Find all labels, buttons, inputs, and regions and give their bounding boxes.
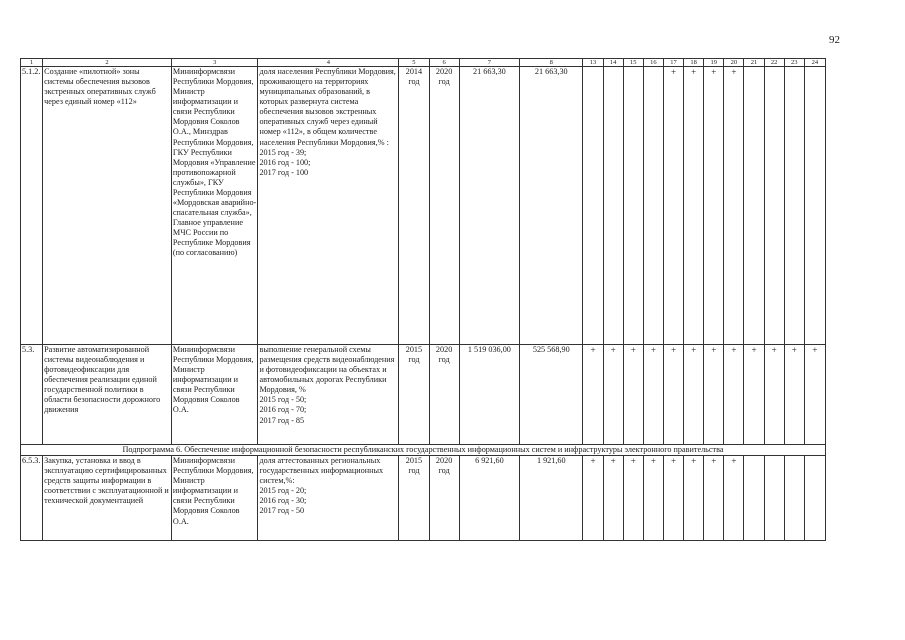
execution-mark: + xyxy=(663,345,683,445)
indicator-year-value: 2016 год - 30; xyxy=(259,496,307,506)
header-cell: 1 xyxy=(21,59,43,67)
indicator-year-value: 2016 год - 100; xyxy=(259,157,311,167)
header-cell: 20 xyxy=(724,59,744,67)
execution-mark: + xyxy=(663,67,683,345)
end-year: 2020 год xyxy=(429,345,459,445)
end-year: 2020 год xyxy=(429,456,459,541)
header-cell: 3 xyxy=(171,59,258,67)
indicator-year-value: 2015 год - 39; xyxy=(259,147,307,157)
execution-mark: + xyxy=(623,345,643,445)
execution-mark: + xyxy=(684,456,704,541)
executor: Мининформсвязи Республики Мордовия, Министр информатизации и связи Республики Мордовия Соколов О.А. xyxy=(171,345,258,445)
funding-total: 21 663,30 xyxy=(459,67,519,345)
program-row xyxy=(21,456,826,541)
start-year: 2015 год xyxy=(399,456,429,541)
execution-mark xyxy=(643,67,663,345)
end-year: 2020 год xyxy=(429,67,459,345)
execution-mark: + xyxy=(704,67,724,345)
execution-mark xyxy=(744,67,764,345)
header-cell: 8 xyxy=(520,59,583,67)
header-cell: 18 xyxy=(684,59,704,67)
execution-mark: + xyxy=(663,456,683,541)
subprogram-row xyxy=(21,445,826,456)
start-year: 2015 год xyxy=(399,345,429,445)
start-year: 2014 год xyxy=(399,67,429,345)
execution-mark: + xyxy=(784,345,804,445)
indicator-year-value: 2015 год - 20; xyxy=(259,486,307,496)
execution-mark: + xyxy=(643,456,663,541)
measure-name: Закупка, установка и ввод в эксплуатацию сертифицированных средств защиты информации в соответствии с эксплуатационной и технической документацией xyxy=(43,456,172,541)
execution-mark: + xyxy=(724,345,744,445)
execution-mark xyxy=(784,456,804,541)
header-cell: 5 xyxy=(399,59,429,67)
indicator-year-value: 2016 год - 70; xyxy=(259,405,307,415)
execution-mark: + xyxy=(603,456,623,541)
measure-name: Развитие автоматизированной системы видеонаблюдения и фотовидеофиксации для обеспечения реализации единой государственной политики в области безопасности дорожного движения xyxy=(43,345,172,445)
header-cell: 17 xyxy=(663,59,683,67)
indicator-year-value: 2017 год - 50 xyxy=(259,506,305,516)
indicator-year-value: 2017 год - 85 xyxy=(259,415,305,425)
subprogram-title: Подпрограмма 6. Обеспечение информационной безопасности республиканских государственных информационных систем и инфраструктуры электронного правительства xyxy=(21,445,826,456)
program-row xyxy=(21,345,826,445)
header-cell: 24 xyxy=(804,59,825,67)
header-cell: 14 xyxy=(603,59,623,67)
row-number: 6.5.3. xyxy=(21,456,43,541)
execution-mark: + xyxy=(643,345,663,445)
execution-mark xyxy=(804,67,825,345)
row-number: 5.1.2. xyxy=(21,67,43,345)
execution-mark: + xyxy=(583,456,603,541)
header-cell: 16 xyxy=(643,59,663,67)
indicator xyxy=(258,67,399,345)
execution-mark: + xyxy=(603,345,623,445)
execution-mark: + xyxy=(623,456,643,541)
header-cell: 7 xyxy=(459,59,519,67)
program-table xyxy=(20,58,826,541)
execution-mark xyxy=(764,456,784,541)
row-number: 5.3. xyxy=(21,345,43,445)
executor: Мининформсвязи Республики Мордовия, Министр информатизации и связи Республики Мордовия Соколов О.А. xyxy=(171,456,258,541)
indicator xyxy=(258,456,399,541)
program-row xyxy=(21,67,826,345)
execution-mark xyxy=(583,67,603,345)
header-cell: 22 xyxy=(764,59,784,67)
header-cell: 13 xyxy=(583,59,603,67)
execution-mark: + xyxy=(724,456,744,541)
indicator-year-value: 2015 год - 50; xyxy=(259,395,307,405)
header-cell: 6 xyxy=(429,59,459,67)
funding-total: 1 519 036,00 xyxy=(459,345,519,445)
indicator-text: выполнение генеральной схемы размещения средств видеонаблюдения и фотовидеофиксации на объектах и автомобильных дорогах Республики Мордовия, % xyxy=(259,345,395,395)
column-number-row xyxy=(21,59,826,67)
execution-mark xyxy=(804,456,825,541)
measure-name: Создание «пилотной» зоны системы обеспечения вызовов экстренных оперативных служб через единый номер «112» xyxy=(43,67,172,345)
funding-total: 6 921,60 xyxy=(459,456,519,541)
execution-mark xyxy=(603,67,623,345)
funding-col8: 1 921,60 xyxy=(520,456,583,541)
indicator-year-value: 2017 год - 100 xyxy=(259,167,309,177)
page-number: 92 xyxy=(829,34,840,46)
funding-col8: 525 568,90 xyxy=(520,345,583,445)
execution-mark xyxy=(623,67,643,345)
executor: Мининформсвязи Республики Мордовия, Министр информатизации и связи Республики Мордовия Соколов О.А., Минздрав Республики Мордовия, ГКУ Республики Мордовия «Управление противопожарной службы», ГКУ Республики Мордовия «Мордовская аварийно-спасательная служба», Главное управление МЧС России по Республике Мордовия (по согласованию) xyxy=(171,67,258,345)
execution-mark xyxy=(744,456,764,541)
header-cell: 4 xyxy=(258,59,399,67)
execution-mark: + xyxy=(804,345,825,445)
indicator xyxy=(258,345,399,445)
funding-col8: 21 663,30 xyxy=(520,67,583,345)
indicator-text: доля аттестованных региональных государственных информационных систем,%: xyxy=(259,456,384,486)
header-cell: 15 xyxy=(623,59,643,67)
execution-mark: + xyxy=(704,345,724,445)
execution-mark: + xyxy=(724,67,744,345)
execution-mark: + xyxy=(704,456,724,541)
header-cell: 2 xyxy=(43,59,172,67)
header-cell: 23 xyxy=(784,59,804,67)
execution-mark xyxy=(764,67,784,345)
execution-mark: + xyxy=(583,345,603,445)
execution-mark: + xyxy=(684,67,704,345)
execution-mark xyxy=(784,67,804,345)
execution-mark: + xyxy=(684,345,704,445)
execution-mark: + xyxy=(744,345,764,445)
indicator-text: доля населения Республики Мордовия, проживающего на территориях муниципальных образований, в которых развернута система обеспечения вызовов экстренных оперативных служб через единый номер «112», в общем количестве населения Республики Мордовия,% : xyxy=(259,67,396,147)
header-cell: 19 xyxy=(704,59,724,67)
execution-mark: + xyxy=(764,345,784,445)
header-cell: 21 xyxy=(744,59,764,67)
